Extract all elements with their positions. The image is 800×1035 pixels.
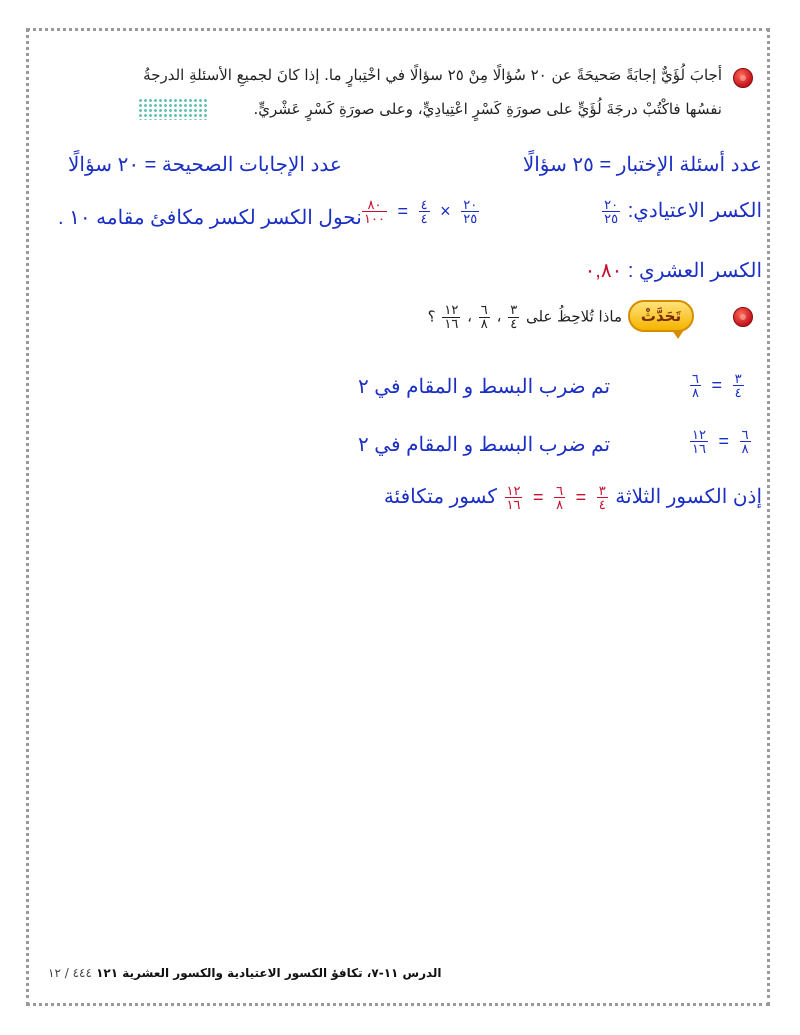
fraction-20-25-repeat: $\frac{٢٠}{٢٥}$: [463, 197, 478, 226]
footer-faded: ٤٤٤ / ١٢: [48, 966, 92, 980]
total-questions-text: عدد أسئلة الإختبار = ٢٥ سؤالًا: [522, 154, 762, 176]
row1-fraction-3-4: $\frac{٣}{٤}$: [734, 371, 742, 400]
fraction-4-4: $\frac{٤}{٤}$: [420, 197, 428, 226]
conclusion-fraction-12-16: $\frac{١٢}{١٦}$: [506, 483, 521, 513]
conclusion-equals-1: =: [533, 487, 544, 508]
footer-lesson: الدرس ١١-٧، تكافؤ الكسور الاعتيادية والكسور العشرية: [122, 966, 442, 980]
conclusion-equals-2: =: [575, 487, 587, 508]
question-10-text: [428, 304, 622, 331]
conclusion-suffix: كسور متكافئة: [383, 486, 497, 508]
row1-fraction-6-8: $\frac{٦}{٨}$: [692, 371, 699, 400]
decimal-line: [585, 258, 762, 283]
q10-separator-1: ،: [496, 307, 502, 326]
question-mark: ؟: [427, 307, 436, 326]
question-10-badge: [733, 307, 753, 327]
row2-fraction-12-16: $\frac{١٢}{١٦}$: [692, 427, 706, 456]
row1-equals: =: [711, 375, 723, 395]
talk-badge: تَحَدَّثْ: [628, 300, 694, 332]
row2-equals: =: [718, 431, 730, 451]
row-2-text: تم ضرب البسط و المقام في ٢: [358, 434, 611, 456]
correct-answers-text: عدد الإجابات الصحيحة = ٢٠ سؤالًا: [68, 154, 342, 176]
question-10-prompt: ماذا تُلاحِظُ على: [525, 307, 622, 326]
convert-instruction: نحول الكسر لكسر مكافئ مقامه ١٠ .: [58, 207, 362, 229]
times-sign: ×: [440, 201, 451, 221]
conclusion-prefix: إذن الكسور الثلاثة: [615, 486, 762, 508]
row2-fraction-6-8: $\frac{٦}{٨}$: [741, 427, 749, 456]
common-fraction-label: الكسر الاعتيادي:: [627, 200, 762, 222]
common-fraction-line: [600, 198, 762, 225]
footer-page: ١٢١: [96, 966, 119, 980]
row-1-text: تم ضرب البسط و المقام في ٢: [358, 376, 611, 398]
row-1-equation: [688, 372, 746, 399]
fraction-80-100: $\frac{٨٠}{١٠٠}$: [364, 197, 385, 226]
equivalent-calculation: [360, 198, 481, 225]
row-2-equation: [688, 428, 753, 455]
q10-fraction-3-4: $\frac{٣}{٤}$: [510, 303, 518, 332]
conclusion-fractions: [503, 484, 610, 511]
equals-sign: =: [397, 201, 409, 221]
footer: [48, 966, 442, 980]
fraction-20-25: $\frac{٢٠}{٢٥}$: [604, 197, 619, 227]
conclusion-fraction-6-8: $\frac{٦}{٨}$: [556, 483, 564, 513]
q10-fraction-12-16: $\frac{١٢}{١٦}$: [444, 303, 459, 332]
question-9-badge: [733, 68, 753, 88]
decimal-value: ٠,٨٠: [584, 260, 623, 282]
question-9-line-1: أجابَ لُؤَيٌّ إجابَةً صَحيحَةً عن ٢٠ سُؤالًا مِنْ ٢٥ سؤالًا في اخْتِبارٍ ما. إذا كانَ لجميعِ الأسئلةِ الدرجةُ: [143, 66, 722, 84]
conclusion-line: [384, 484, 762, 511]
decimal-label: الكسر العشري :: [627, 260, 762, 282]
decorative-dots-icon: [138, 98, 208, 120]
conclusion-fraction-3-4: $\frac{٣}{٤}$: [598, 483, 606, 513]
q10-separator-2: ،: [467, 307, 473, 326]
question-9-line-2: نفسُها فاكْتُبْ درجَةَ لُؤَيٍّ على صورَةِ كَسْرٍ اعْتِيادِيٍّ، وعلى صورَةِ كَسْرٍ عَشْريٍّ.: [253, 100, 722, 118]
q10-fraction-6-8: $\frac{٦}{٨}$: [480, 303, 488, 332]
